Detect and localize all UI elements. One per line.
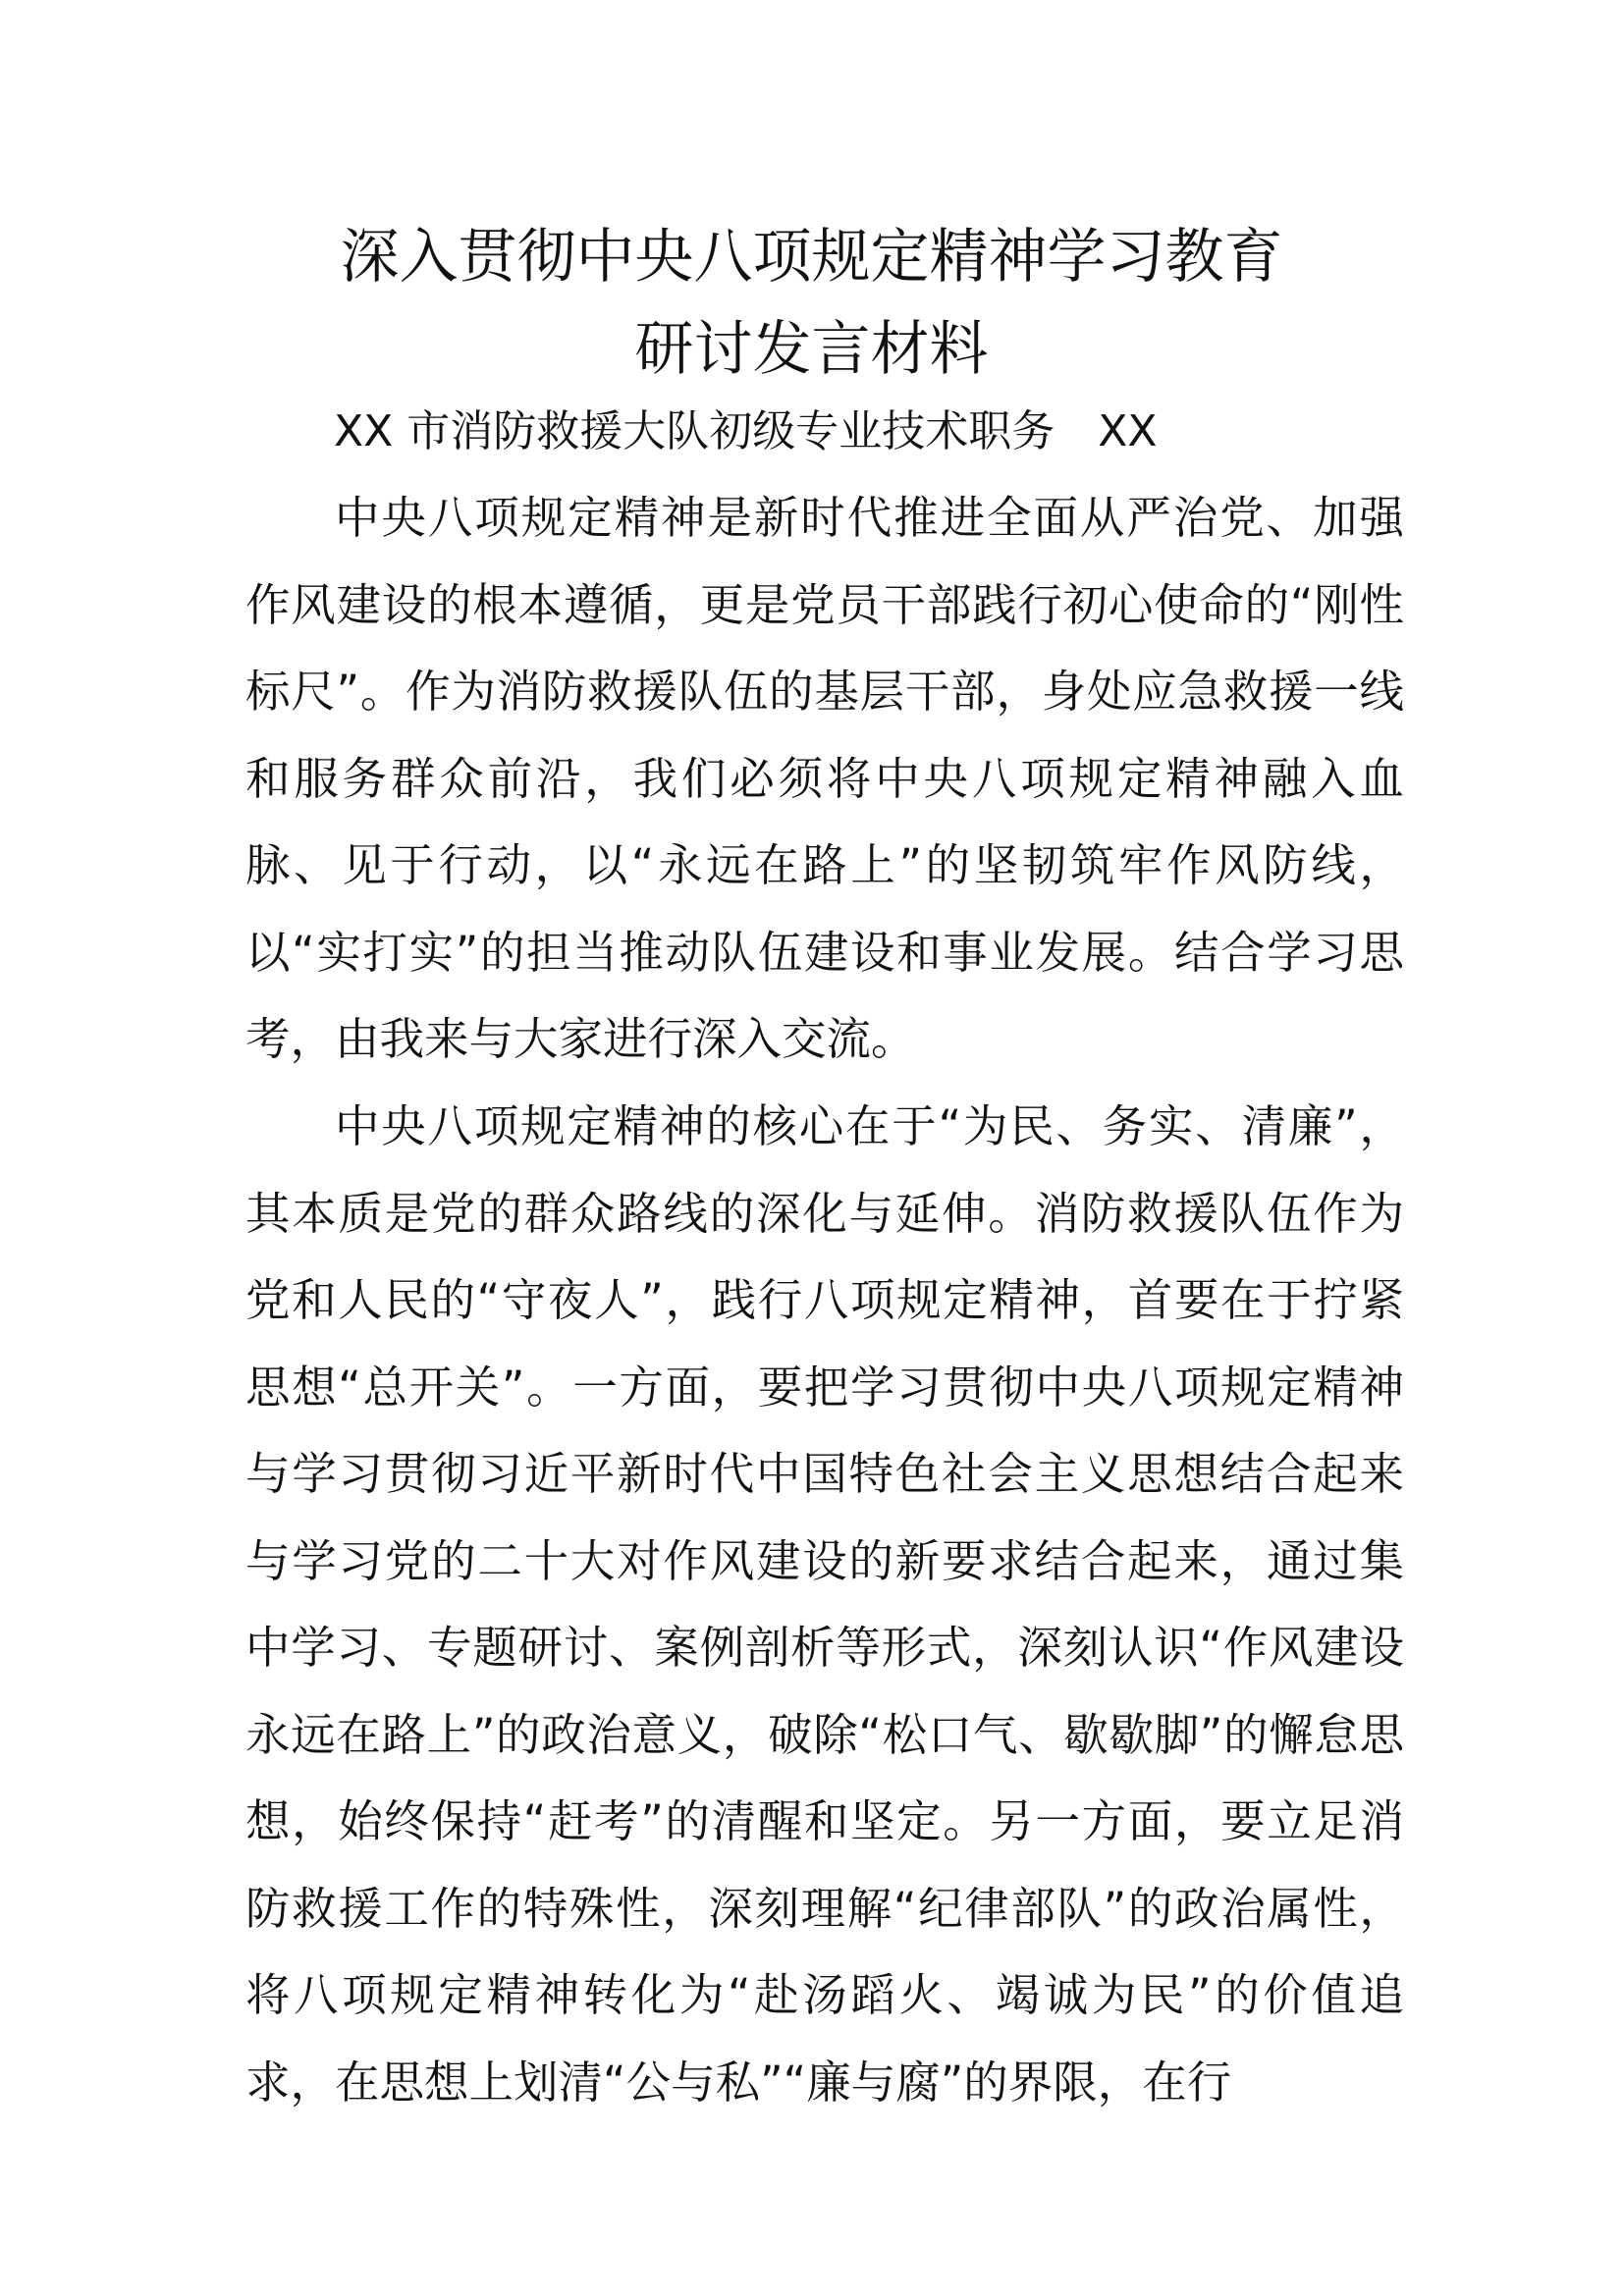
document-title-line-1: 深入贯彻中央八项规定精神学习教育 xyxy=(340,223,1283,292)
body-paragraph: 中央八项规定精神是新时代推进全面从严治党、加强作风建设的根本遵循，更是党员干部践行初心使命的“刚性标尺”。作为消防救援队伍的基层干部，身处应急救援一线和服务群众前沿，我们必须将中央八项规定精神融入血脉、见于行动，以“永远在路上”的坚韧筑牢作风防线，以“实打实”的担当推动队伍建设和事业发展。结合学习思考，由我来与大家进行深入交流。 xyxy=(245,492,1404,1065)
document-title-line-2: 研讨发言材料 xyxy=(634,315,989,384)
author-byline: XX 市消防救援大队初级专业技术职务 XX xyxy=(334,406,1158,456)
body-paragraph: 中央八项规定精神的核心在于“为民、务实、清廉”，其本质是党的群众路线的深化与延伸。消防救援队伍作为党和人民的“守夜人”，践行八项规定精神，首要在于拧紧思想“总开关”。一方面，要把学习贯彻中央八项规定精神与学习贯彻习近平新时代中国特色社会主义思想结合起来与学习党的二十大对作风建设的新要求结合起来，通过集中学习、专题研讨、案例剖析等形式，深刻认识“作风建设永远在路上”的政治意义，破除“松口气、歇歇脚”的懈怠思想，始终保持“赶考”的清醒和坚定。另一方面，要立足消防救援工作的特殊性，深刻理解“纪律部队”的政治属性，将八项规定精神转化为“赴汤蹈火、竭诚为民”的价值追求，在思想上划清“公与私”“廉与腐”的界限，在行 xyxy=(245,1100,1404,2109)
